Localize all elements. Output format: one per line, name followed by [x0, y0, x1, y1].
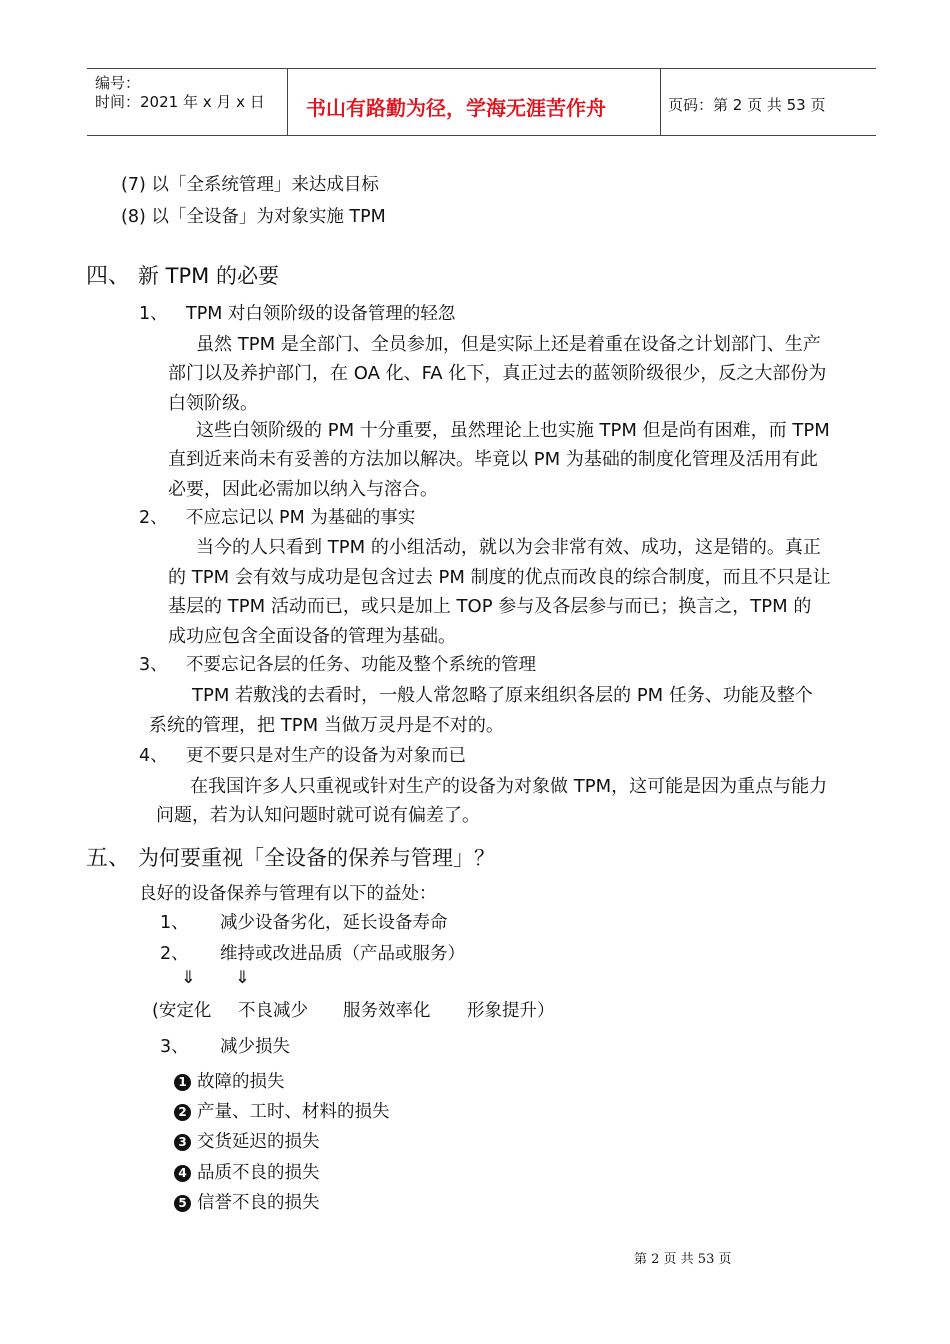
- down-arrow-2: ⇓: [235, 968, 250, 988]
- header-number-label: 编号：: [95, 74, 141, 92]
- header-page-label: 页码：第 2 页 共 53 页: [668, 96, 826, 114]
- loss-item: [174, 1189, 320, 1214]
- s5-sub-defect: 不良减少: [238, 1001, 308, 1021]
- s4-item-4-title: 更不要只是对生产的设备为对象而已: [186, 746, 466, 766]
- s4-item-1-num: 1、: [139, 304, 168, 324]
- s5-sub-efficiency: 服务效率化: [343, 1001, 431, 1021]
- s4-item-3-num: 3、: [139, 655, 168, 675]
- loss-item-text: 产量、工时、材料的损失: [197, 1102, 390, 1122]
- intro-item-8: (8) 以「全设备」为对象实施 TPM: [121, 207, 386, 227]
- s5-benefit-1-text: 减少设备劣化，延长设备寿命: [220, 913, 448, 933]
- header-motto: 书山有路勤为径，学海无涯苦作舟: [306, 96, 606, 120]
- loss-item: [174, 1159, 320, 1184]
- loss-item-text: 故障的损失: [197, 1072, 285, 1092]
- s4-item-2-title: 不应忘记以 PM 为基础的事实: [186, 508, 416, 528]
- section-4-marker: 四、: [86, 264, 131, 289]
- s5-benefit-2-num: 2、: [160, 944, 189, 964]
- s4-item-2-num: 2、: [139, 508, 168, 528]
- intro-item-7: (7) 以「全系统管理」来达成目标: [121, 175, 379, 195]
- section-5-marker: 五、: [86, 846, 131, 871]
- s4-item-4-num: 4、: [139, 746, 168, 766]
- header-top-border: [87, 68, 876, 69]
- s4-item-4-p1-line2: 问题，若为认知问题时就可说有偏差了。: [156, 805, 480, 826]
- header-divider-1: [287, 69, 288, 135]
- s5-sub-stable: (安定化: [152, 1001, 212, 1021]
- loss-item: [174, 1098, 390, 1123]
- s5-benefit-1-num: 1、: [160, 913, 189, 933]
- s4-item-1-p1-line2: 部门以及养护部门，在 OA 化、FA 化下，真正过去的蓝领阶级很少，反之大部份为: [168, 363, 827, 384]
- down-arrow-1: ⇓: [181, 968, 196, 988]
- s5-intro: 良好的设备保养与管理有以下的益处：: [139, 884, 437, 904]
- s4-item-2-p1-line4: 成功应包含全面设备的管理为基础。: [168, 626, 456, 647]
- loss-item: [174, 1128, 320, 1153]
- header-divider-2: [660, 69, 661, 135]
- s5-benefit-3-text: 减少损失: [220, 1037, 290, 1057]
- s4-item-1-title: TPM 对白领阶级的设备管理的轻忽: [186, 304, 456, 324]
- footer-page-number: 第 2 页 共 53 页: [634, 1252, 732, 1267]
- s4-item-1-p2-line3: 必要，因此必需加以纳入与溶合。: [168, 479, 438, 500]
- header-bottom-border: [87, 135, 876, 136]
- s4-item-1-p1-line3: 白领阶级。: [168, 393, 258, 414]
- s5-benefit-3-num: 3、: [160, 1037, 189, 1057]
- section-5-title: 为何要重视「全设备的保养与管理」？: [138, 846, 495, 870]
- s4-item-3-p1-line2: 系统的管理，把 TPM 当做万灵丹是不对的。: [149, 715, 504, 736]
- s4-item-3-p1-line1: TPM 若敷浅的去看时，一般人常忽略了原来组织各层的 PM 任务、功能及整个: [192, 685, 813, 706]
- section-4-title: 新 TPM 的必要: [138, 264, 279, 288]
- s4-item-2-p1-line1: 当今的人只看到 TPM 的小组活动，就以为会非常有效、成功，这是错的。真正: [196, 537, 821, 558]
- s5-sub-image: 形象提升）: [467, 1001, 555, 1021]
- number-2-icon: 2: [174, 1104, 191, 1121]
- s4-item-1-p2-line2: 直到近来尚未有妥善的方法加以解决。毕竟以 PM 为基础的制度化管理及活用有此: [168, 449, 818, 470]
- loss-item-text: 品质不良的损失: [197, 1163, 320, 1183]
- s4-item-4-p1-line1: 在我国许多人只重视或针对生产的设备为对象做 TPM，这可能是因为重点与能力: [190, 776, 828, 797]
- s4-item-1-p1-line1: 虽然 TPM 是全部门、全员参加，但是实际上还是着重在设备之计划部门、生产: [196, 334, 821, 355]
- s4-item-1-p2-line1: 这些白领阶级的 PM 十分重要，虽然理论上也实施 TPM 但是尚有困难，而 TPM: [196, 420, 830, 441]
- number-5-icon: 5: [174, 1195, 191, 1212]
- header-time-label: 时间：2021 年 x 月 x 日: [95, 93, 265, 111]
- loss-item: [174, 1068, 285, 1093]
- number-1-icon: 1: [174, 1074, 191, 1091]
- loss-item-text: 信誉不良的损失: [197, 1193, 320, 1213]
- s4-item-2-p1-line3: 基层的 TPM 活动而已，或只是加上 TOP 参与及各层参与而已；换言之，TPM 的: [168, 596, 812, 617]
- s4-item-2-p1-line2: 的 TPM 会有效与成功是包含过去 PM 制度的优点而改良的综合制度，而且不只是让: [168, 567, 831, 588]
- number-4-icon: 4: [174, 1165, 191, 1182]
- number-3-icon: 3: [174, 1134, 191, 1151]
- loss-item-text: 交货延迟的损失: [197, 1132, 320, 1152]
- s5-benefit-2-text: 维持或改进品质（产品或服务）: [220, 944, 465, 964]
- s4-item-3-title: 不要忘记各层的任务、功能及整个系统的管理: [186, 655, 536, 675]
